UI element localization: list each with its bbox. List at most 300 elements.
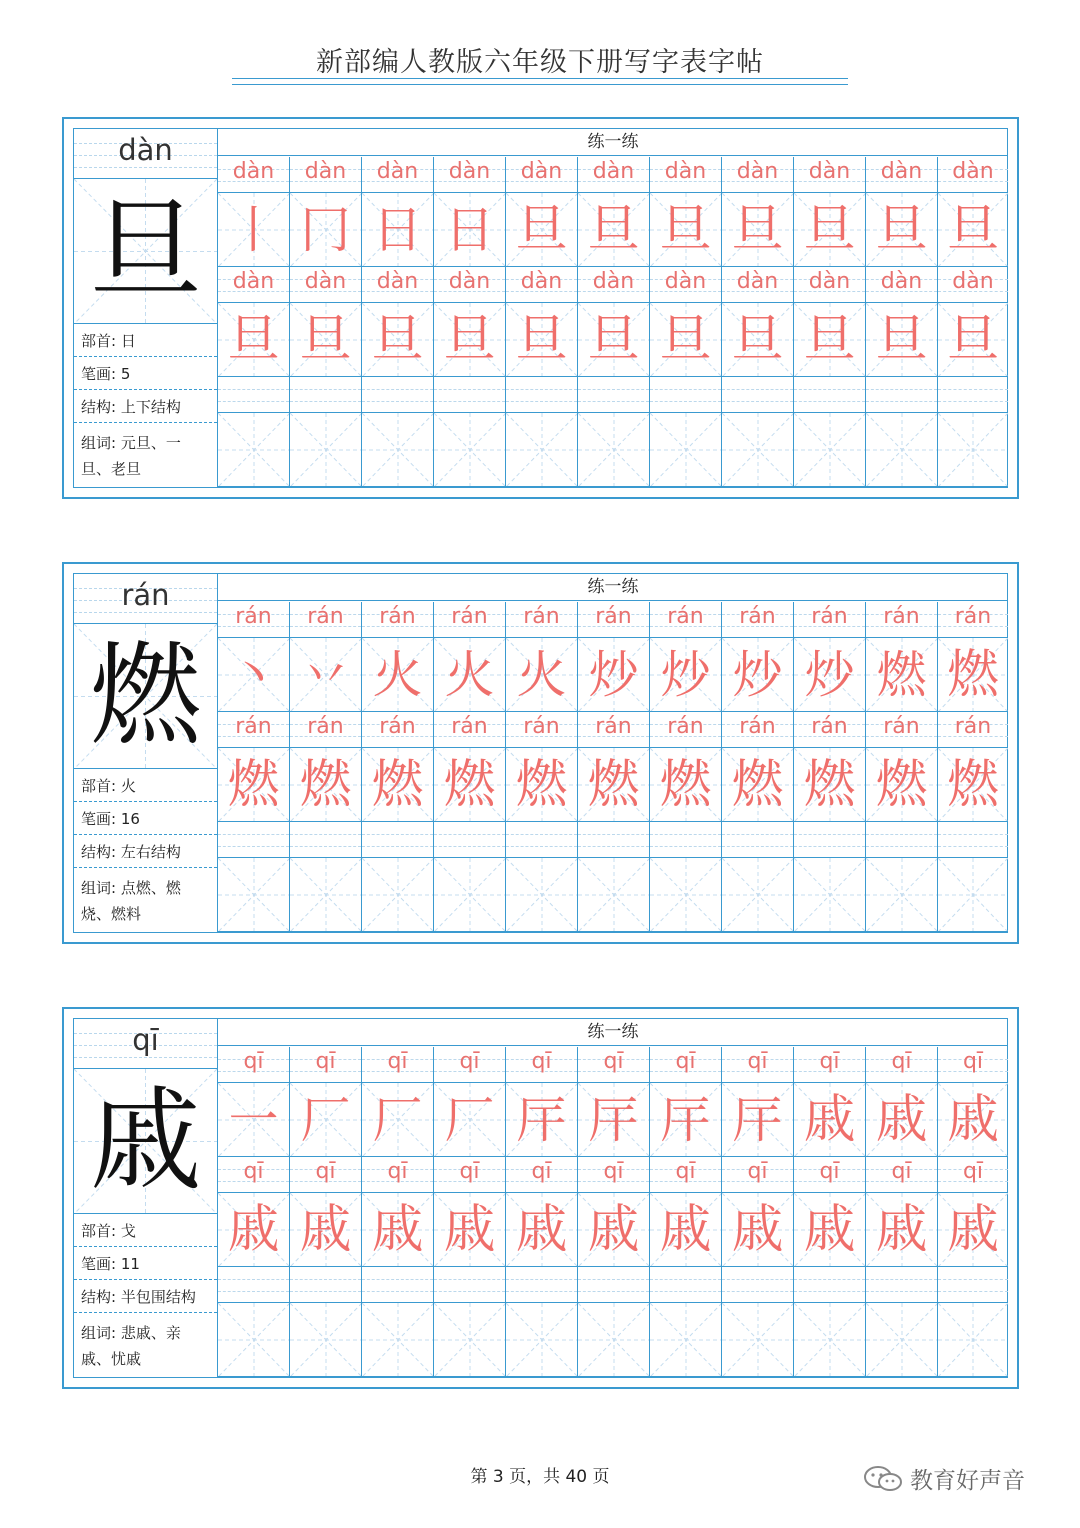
practice-card — [62, 562, 1019, 944]
pinyin-cell[interactable] — [650, 377, 722, 413]
trace-pinyin: rán — [667, 714, 704, 739]
pinyin-cell[interactable] — [290, 822, 362, 858]
trace-character: 戚 — [875, 1200, 928, 1260]
trace-pinyin: qī — [387, 1159, 408, 1184]
writing-cell[interactable] — [722, 858, 794, 932]
trace-pinyin: qī — [819, 1049, 840, 1074]
trace-pinyin: qī — [315, 1159, 336, 1184]
pinyin-cell — [938, 157, 1008, 193]
stroke-order-step: 日 — [372, 201, 423, 259]
pinyin-cell — [434, 157, 506, 193]
pinyin-cell[interactable] — [866, 1267, 938, 1303]
pinyin-cell[interactable] — [650, 1267, 722, 1303]
stroke-order-step: 炒 — [588, 646, 639, 704]
writing-cell — [218, 638, 290, 712]
trace-character: 旦 — [875, 200, 928, 260]
writing-cell — [938, 748, 1008, 822]
pinyin-guide-line — [434, 1279, 505, 1280]
pinyin-cell — [434, 1157, 506, 1193]
structure-label: 结构: 左右结构 — [74, 836, 217, 868]
pinyin-guide-line — [722, 1291, 793, 1292]
writing-cell[interactable] — [938, 858, 1008, 932]
character-row — [218, 1193, 1008, 1267]
pinyin-cell — [938, 1047, 1008, 1083]
pinyin-cell — [506, 1047, 578, 1083]
pinyin-guide-line — [794, 846, 865, 847]
pinyin-row — [218, 602, 1008, 638]
pinyin-cell[interactable] — [794, 1267, 866, 1303]
pinyin-cell — [578, 157, 650, 193]
pinyin-cell — [506, 157, 578, 193]
pinyin-guide-line — [218, 846, 289, 847]
writing-cell — [866, 303, 938, 377]
pinyin-cell — [506, 267, 578, 303]
trace-pinyin: dàn — [952, 159, 994, 184]
stroke-count-label: 笔画: 16 — [74, 803, 217, 835]
writing-cell[interactable] — [434, 1303, 506, 1377]
writing-cell — [362, 638, 434, 712]
writing-cell[interactable] — [650, 858, 722, 932]
pinyin-cell — [866, 712, 938, 748]
pinyin-cell[interactable] — [938, 822, 1008, 858]
card-inner-frame — [73, 128, 1008, 488]
pinyin-cell — [650, 1047, 722, 1083]
writing-cell — [938, 638, 1008, 712]
trace-character: 燃 — [946, 645, 999, 705]
writing-cell — [722, 1083, 794, 1157]
writing-cell[interactable] — [434, 413, 506, 487]
writing-cell — [362, 1083, 434, 1157]
writing-cell — [506, 303, 578, 377]
writing-cell — [866, 1083, 938, 1157]
main-character: 戚 — [89, 1076, 202, 1206]
trace-pinyin: dàn — [520, 269, 563, 294]
trace-character: 戚 — [731, 1200, 784, 1260]
writing-cell — [578, 1193, 650, 1267]
stroke-order-step: 厈 — [660, 1091, 711, 1149]
writing-cell[interactable] — [506, 1303, 578, 1377]
pinyin-cell[interactable] — [578, 1267, 650, 1303]
trace-pinyin: dàn — [880, 159, 923, 184]
trace-pinyin: qī — [459, 1159, 480, 1184]
pinyin-cell — [434, 712, 506, 748]
pinyin-cell — [362, 602, 434, 638]
pinyin-cell — [794, 1157, 866, 1193]
writing-cell[interactable] — [290, 858, 362, 932]
writing-cell[interactable] — [362, 858, 434, 932]
trace-pinyin: qī — [315, 1049, 336, 1074]
writing-cell — [290, 748, 362, 822]
trace-character: 燃 — [659, 755, 712, 815]
writing-cell[interactable] — [506, 413, 578, 487]
trace-pinyin: rán — [451, 604, 488, 629]
practice-card — [62, 117, 1019, 499]
pinyin-guide-line — [362, 389, 433, 390]
stroke-order-step: 火 — [516, 646, 567, 704]
trace-pinyin: qī — [962, 1159, 984, 1184]
writing-cell — [722, 303, 794, 377]
writing-cell — [794, 303, 866, 377]
pinyin-cell — [290, 712, 362, 748]
writing-cell — [218, 1083, 290, 1157]
pinyin-guide-line — [722, 834, 793, 835]
trace-pinyin: rán — [523, 604, 560, 629]
pinyin-guide-line — [74, 612, 217, 613]
pinyin-guide-line — [506, 834, 577, 835]
pinyin-row — [218, 822, 1008, 858]
writing-cell — [362, 193, 434, 267]
trace-pinyin: qī — [675, 1159, 696, 1184]
pinyin-cell — [578, 1157, 650, 1193]
trace-character: 燃 — [946, 755, 999, 815]
pinyin-cell — [362, 712, 434, 748]
writing-cell — [578, 193, 650, 267]
card-inner-frame — [73, 573, 1008, 933]
pinyin-guide-line — [578, 389, 649, 390]
pinyin-cell[interactable] — [434, 822, 506, 858]
pinyin-cell[interactable] — [506, 377, 578, 413]
pinyin-guide-line — [794, 834, 865, 835]
trace-pinyin: qī — [962, 1049, 984, 1074]
trace-pinyin: dàn — [664, 269, 707, 294]
trace-character: 旦 — [587, 310, 640, 370]
trace-pinyin: qī — [747, 1159, 768, 1184]
trace-pinyin: qī — [387, 1049, 408, 1074]
pinyin-cell[interactable] — [722, 377, 794, 413]
writing-cell[interactable] — [218, 858, 290, 932]
writing-cell[interactable] — [866, 858, 938, 932]
writing-cell — [722, 638, 794, 712]
stroke-order-step: 丶 — [228, 646, 279, 704]
trace-character: 旦 — [515, 310, 568, 370]
trace-pinyin: rán — [235, 604, 272, 629]
pinyin-cell[interactable] — [290, 377, 362, 413]
trace-pinyin: rán — [307, 714, 344, 739]
pinyin-cell[interactable] — [938, 1267, 1008, 1303]
main-character: 燃 — [89, 631, 202, 761]
writing-cell — [362, 1193, 434, 1267]
pinyin-cell — [362, 1047, 434, 1083]
stroke-order-step: 炒 — [804, 646, 855, 704]
pinyin-cell[interactable] — [722, 1267, 794, 1303]
pinyin-guide-line — [650, 1279, 721, 1280]
pinyin-cell[interactable] — [506, 1267, 578, 1303]
stroke-order-step: 一 — [228, 1091, 279, 1149]
character-row — [218, 413, 1008, 487]
writing-cell — [866, 1193, 938, 1267]
pinyin-cell[interactable] — [866, 377, 938, 413]
pinyin-cell — [866, 602, 938, 638]
pinyin-cell — [290, 267, 362, 303]
trace-pinyin: dàn — [880, 269, 923, 294]
trace-character: 旦 — [515, 200, 568, 260]
trace-pinyin: rán — [595, 604, 632, 629]
practice-heading: 练一练 — [218, 129, 1008, 156]
practice-grid — [218, 129, 1008, 487]
stroke-order-step: 日 — [444, 201, 495, 259]
writing-cell[interactable] — [650, 1303, 722, 1377]
writing-cell[interactable] — [794, 413, 866, 487]
writing-cell — [794, 1083, 866, 1157]
pinyin-guide-line — [290, 401, 361, 402]
trace-pinyin: dàn — [376, 159, 419, 184]
writing-cell[interactable] — [362, 1303, 434, 1377]
writing-cell[interactable] — [794, 1303, 866, 1377]
pinyin-cell — [938, 267, 1008, 303]
writing-cell[interactable] — [722, 1303, 794, 1377]
trace-pinyin: qī — [531, 1159, 552, 1184]
pinyin-cell[interactable] — [218, 1267, 290, 1303]
words-label: 组词: 点燃、燃烧、燃料 — [81, 879, 181, 923]
pinyin-cell[interactable] — [578, 377, 650, 413]
character-info-panel — [74, 1019, 218, 1377]
pinyin-cell[interactable] — [290, 1267, 362, 1303]
trace-character: 旦 — [659, 310, 712, 370]
trace-pinyin: qī — [531, 1049, 552, 1074]
trace-pinyin: qī — [243, 1049, 264, 1074]
pinyin-cell — [506, 1157, 578, 1193]
pinyin-guide-line — [434, 1291, 505, 1292]
pinyin-guide-line — [434, 834, 505, 835]
trace-pinyin: rán — [379, 604, 416, 629]
trace-character: 旦 — [946, 310, 999, 370]
stroke-order-step: 火 — [444, 646, 495, 704]
pinyin-guide-line — [218, 1291, 289, 1292]
trace-pinyin: dàn — [304, 159, 347, 184]
pinyin-cell[interactable] — [794, 377, 866, 413]
trace-character: 戚 — [946, 1090, 999, 1150]
trace-pinyin: dàn — [808, 269, 851, 294]
pinyin-guide-line — [362, 1291, 433, 1292]
trace-pinyin: dàn — [376, 269, 419, 294]
trace-character: 燃 — [443, 755, 496, 815]
pinyin-guide-line — [866, 1279, 937, 1280]
pinyin-cell[interactable] — [794, 822, 866, 858]
pinyin-cell[interactable] — [722, 822, 794, 858]
trace-character: 燃 — [515, 755, 568, 815]
writing-cell[interactable] — [218, 1303, 290, 1377]
trace-pinyin: qī — [603, 1159, 624, 1184]
writing-cell[interactable] — [578, 413, 650, 487]
pinyin-row — [218, 267, 1008, 303]
pinyin-cell[interactable] — [434, 377, 506, 413]
pinyin-cell[interactable] — [362, 1267, 434, 1303]
writing-cell — [650, 748, 722, 822]
trace-character: 戚 — [875, 1090, 928, 1150]
pinyin-guide-line — [362, 846, 433, 847]
pinyin-cell[interactable] — [362, 377, 434, 413]
pinyin-cell — [434, 267, 506, 303]
pinyin-cell[interactable] — [578, 822, 650, 858]
pinyin-guide-line — [218, 834, 289, 835]
pinyin-cell — [290, 1047, 362, 1083]
writing-cell[interactable] — [722, 413, 794, 487]
writing-cell — [650, 303, 722, 377]
pinyin-guide-line — [938, 834, 1008, 835]
writing-cell[interactable] — [290, 1303, 362, 1377]
radical-label: 部首: 戈 — [74, 1215, 217, 1247]
writing-cell — [290, 638, 362, 712]
writing-cell — [218, 303, 290, 377]
trace-character: 燃 — [875, 755, 928, 815]
pinyin-cell — [218, 1047, 290, 1083]
trace-pinyin: dàn — [232, 159, 275, 184]
writing-cell[interactable] — [218, 413, 290, 487]
writing-cell[interactable] — [578, 1303, 650, 1377]
pinyin-cell[interactable] — [866, 822, 938, 858]
writing-cell — [650, 1193, 722, 1267]
stroke-order-step: 燃 — [876, 646, 927, 704]
pinyin-guide-line — [362, 1279, 433, 1280]
pinyin-guide-line — [578, 846, 649, 847]
trace-pinyin: rán — [595, 714, 632, 739]
trace-character: 燃 — [731, 755, 784, 815]
trace-character: 旦 — [946, 200, 999, 260]
practice-heading: 练一练 — [218, 574, 1008, 601]
writing-cell — [434, 748, 506, 822]
trace-character: 燃 — [227, 755, 280, 815]
character-info-panel — [74, 574, 218, 932]
pinyin-guide-line — [290, 834, 361, 835]
pinyin-cell — [506, 602, 578, 638]
pinyin-row — [218, 1267, 1008, 1303]
writing-cell — [362, 303, 434, 377]
trace-pinyin: dàn — [232, 269, 275, 294]
page-number: 第 3 页，共 40 页 — [470, 1467, 610, 1487]
trace-pinyin: rán — [235, 714, 272, 739]
writing-cell[interactable] — [794, 858, 866, 932]
writing-cell[interactable] — [650, 413, 722, 487]
writing-cell[interactable] — [938, 1303, 1008, 1377]
radical-label: 部首: 火 — [74, 770, 217, 802]
pinyin-cell[interactable] — [506, 822, 578, 858]
practice-grid — [218, 574, 1008, 932]
writing-cell[interactable] — [506, 858, 578, 932]
trace-pinyin: rán — [739, 714, 776, 739]
pinyin-guide-line — [866, 389, 937, 390]
pinyin-cell[interactable] — [434, 1267, 506, 1303]
stroke-order-step: 火 — [372, 646, 423, 704]
pinyin-cell — [722, 1047, 794, 1083]
pinyin-cell — [362, 157, 434, 193]
pinyin-guide-line — [506, 389, 577, 390]
pinyin-cell — [290, 1157, 362, 1193]
trace-pinyin: rán — [523, 714, 560, 739]
pinyin-guide-line — [362, 834, 433, 835]
pinyin-cell — [218, 602, 290, 638]
pinyin-box — [74, 1019, 217, 1069]
trace-character: 燃 — [803, 755, 856, 815]
pinyin-guide-line — [794, 1291, 865, 1292]
pinyin-cell — [866, 1047, 938, 1083]
stroke-order-step: 冂 — [300, 201, 351, 259]
trace-character: 旦 — [875, 310, 928, 370]
trace-character: 戚 — [803, 1090, 856, 1150]
writing-cell — [434, 303, 506, 377]
pinyin-cell[interactable] — [362, 822, 434, 858]
main-character-box — [74, 179, 217, 324]
writing-cell — [866, 638, 938, 712]
pinyin-cell — [722, 712, 794, 748]
main-pinyin: rán — [121, 578, 170, 612]
writing-cell[interactable] — [290, 413, 362, 487]
pinyin-cell[interactable] — [938, 377, 1008, 413]
pinyin-row — [218, 712, 1008, 748]
writing-cell — [866, 748, 938, 822]
pinyin-cell — [794, 712, 866, 748]
pinyin-guide-line — [434, 846, 505, 847]
writing-cell — [290, 303, 362, 377]
stroke-order-step: 炒 — [660, 646, 711, 704]
pinyin-cell — [218, 157, 290, 193]
writing-cell[interactable] — [362, 413, 434, 487]
writing-cell[interactable] — [866, 1303, 938, 1377]
trace-character: 戚 — [299, 1200, 352, 1260]
trace-pinyin: dàn — [808, 159, 851, 184]
pinyin-guide-line — [290, 1291, 361, 1292]
writing-cell — [794, 638, 866, 712]
trace-character: 旦 — [371, 310, 424, 370]
writing-cell — [650, 638, 722, 712]
trace-pinyin: rán — [739, 604, 776, 629]
pinyin-guide-line — [434, 389, 505, 390]
writing-cell — [938, 303, 1008, 377]
pinyin-cell[interactable] — [650, 822, 722, 858]
character-row — [218, 748, 1008, 822]
pinyin-guide-line — [650, 401, 721, 402]
stroke-order-step: 厂 — [300, 1091, 351, 1149]
main-character-box — [74, 624, 217, 769]
pinyin-guide-line — [506, 1279, 577, 1280]
trace-character: 旦 — [659, 200, 712, 260]
trace-pinyin: dàn — [592, 269, 635, 294]
pinyin-guide-line — [218, 401, 289, 402]
trace-pinyin: qī — [675, 1049, 696, 1074]
pinyin-guide-line — [722, 389, 793, 390]
trace-pinyin: dàn — [952, 269, 994, 294]
words-label: 组词: 悲戚、亲戚、忧戚 — [81, 1324, 181, 1368]
stroke-order-step: 丨 — [228, 201, 279, 259]
title-rule-top — [232, 78, 848, 79]
writing-cell[interactable] — [578, 858, 650, 932]
pinyin-cell[interactable] — [218, 377, 290, 413]
pinyin-guide-line — [938, 846, 1008, 847]
pinyin-cell — [578, 602, 650, 638]
writing-cell — [506, 1193, 578, 1267]
writing-cell — [794, 748, 866, 822]
trace-character: 戚 — [515, 1200, 568, 1260]
trace-pinyin: dàn — [664, 159, 707, 184]
pinyin-guide-line — [506, 401, 577, 402]
pinyin-cell — [650, 157, 722, 193]
writing-cell[interactable] — [866, 413, 938, 487]
writing-cell[interactable] — [434, 858, 506, 932]
trace-pinyin: rán — [883, 604, 920, 629]
writing-cell — [434, 638, 506, 712]
pinyin-cell — [218, 712, 290, 748]
writing-cell — [290, 1193, 362, 1267]
pinyin-box — [74, 574, 217, 624]
writing-cell — [722, 193, 794, 267]
trace-pinyin: rán — [451, 714, 488, 739]
pinyin-cell — [938, 1157, 1008, 1193]
writing-cell[interactable] — [938, 413, 1008, 487]
pinyin-cell — [938, 712, 1008, 748]
writing-cell — [578, 638, 650, 712]
pinyin-cell[interactable] — [218, 822, 290, 858]
structure-label: 结构: 半包围结构 — [74, 1281, 217, 1313]
pinyin-guide-line — [866, 401, 937, 402]
